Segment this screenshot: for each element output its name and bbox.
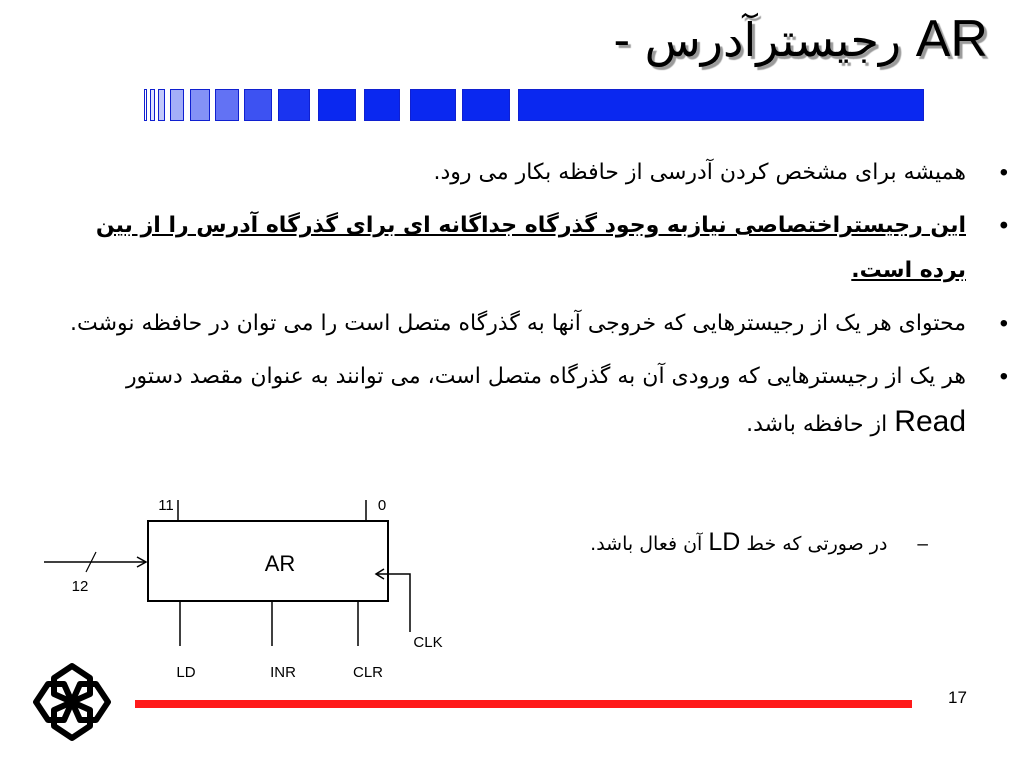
slide-title bbox=[613, 6, 988, 73]
clock-label: CLK bbox=[413, 634, 443, 651]
footer-red-bar bbox=[135, 700, 912, 708]
bullet-item bbox=[64, 203, 1008, 293]
bus-width-label: 12 bbox=[71, 578, 89, 595]
bullet-item bbox=[64, 301, 1008, 346]
bullet-list bbox=[64, 150, 1008, 455]
bullet-dot: • bbox=[999, 363, 1008, 390]
bullet-text: این رجیستراختصاصی نیازبه وجود گذرگاه جداگانه ای برای گذرگاه آدرس را از بین برده است. bbox=[95, 213, 966, 283]
read-term: Read bbox=[894, 405, 966, 438]
bullet-item bbox=[64, 150, 1008, 195]
decor-block bbox=[318, 89, 356, 121]
sub-text-a: در صورتی که خط bbox=[746, 533, 888, 555]
decor-block bbox=[462, 89, 510, 121]
decor-block bbox=[215, 89, 239, 121]
msb-label: 11 bbox=[158, 497, 174, 514]
ld-label: LD bbox=[176, 664, 196, 681]
sub-bullet-dash: – bbox=[917, 534, 928, 555]
bullet-text-a: هر یک از رجیسترهایی که ورودی آن به گذرگاه متصل است، می توانند به عنوان مقصد دستور bbox=[125, 364, 966, 389]
bullet-dot: • bbox=[999, 310, 1008, 337]
decor-block bbox=[190, 89, 210, 121]
decor-block bbox=[244, 89, 272, 121]
title-latin: AR bbox=[915, 10, 988, 68]
sub-bullet bbox=[590, 522, 928, 565]
decor-block bbox=[144, 89, 147, 121]
page-number: 17 bbox=[948, 688, 967, 707]
bullet-text-b: از حافظه باشد. bbox=[746, 412, 888, 437]
ar-register-diagram bbox=[0, 480, 470, 690]
title-underline-blocks bbox=[144, 89, 924, 123]
bullet-text: همیشه برای مشخص کردن آدرسی از حافظه بکار می رود. bbox=[433, 160, 966, 185]
decor-block bbox=[150, 89, 155, 121]
decor-block bbox=[364, 89, 400, 121]
bullet-text: محتوای هر یک از رجیسترهایی که خروجی آنها به گذرگاه متصل است را می توان در حافظه نوشت. bbox=[70, 311, 966, 336]
decor-block bbox=[410, 89, 456, 121]
inr-label: INR bbox=[270, 664, 296, 681]
decor-block bbox=[158, 89, 165, 121]
bullet-item bbox=[64, 354, 1008, 447]
clr-label: CLR bbox=[352, 664, 384, 681]
decor-block bbox=[170, 89, 184, 121]
title-persian: رجیسترآدرس - bbox=[613, 13, 902, 67]
lsb-label: 0 bbox=[377, 497, 387, 514]
bullet-dot: • bbox=[999, 212, 1008, 239]
bullet-dot: • bbox=[999, 159, 1008, 186]
sub-text-b: آن فعال باشد. bbox=[590, 533, 703, 555]
register-label: AR bbox=[264, 551, 296, 576]
decor-block bbox=[278, 89, 310, 121]
ld-term: LD bbox=[708, 528, 741, 556]
university-logo bbox=[30, 660, 114, 744]
decor-block bbox=[518, 89, 924, 121]
